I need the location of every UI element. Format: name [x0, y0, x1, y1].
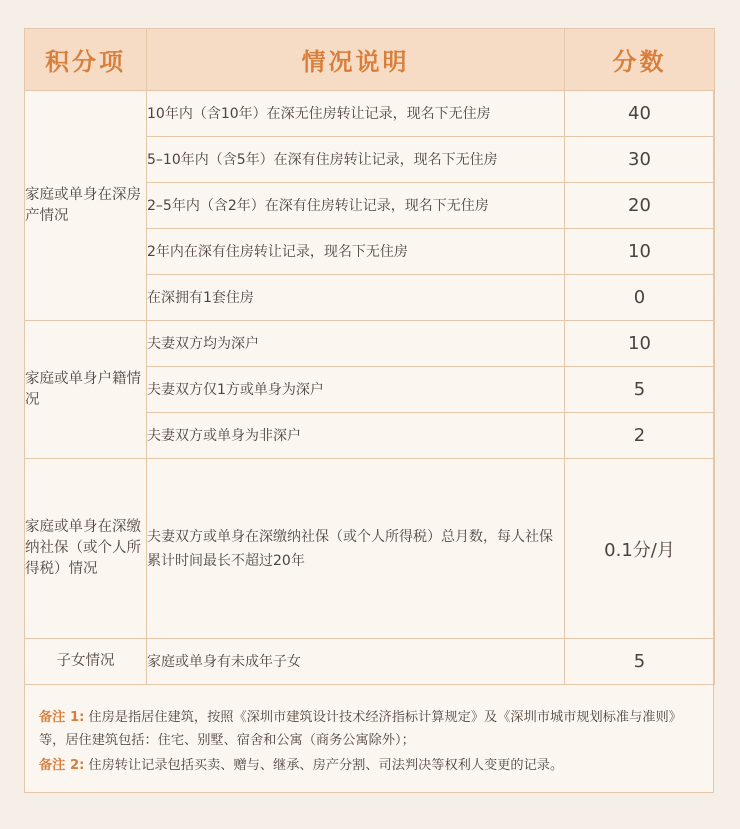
- category-children: 子女情况: [25, 639, 147, 685]
- notes-section: [25, 688, 713, 779]
- note-1-label: 备注 1:: [39, 710, 85, 725]
- category-hukou: 家庭或单身户籍情况: [25, 321, 147, 459]
- row-description: 5–10年内（含5年）在深有住房转让记录，现名下无住房: [147, 137, 565, 183]
- row-description: 夫妻双方或单身为非深户: [147, 413, 565, 459]
- table-row: [25, 639, 715, 685]
- row-score: 0: [565, 275, 715, 321]
- points-table: [24, 28, 715, 685]
- category-housing: 家庭或单身在深房产情况: [25, 91, 147, 321]
- table-row: [25, 459, 715, 639]
- points-table-panel: [24, 28, 714, 793]
- header-item: 积分项: [25, 29, 147, 91]
- header-score: 分数: [565, 29, 715, 91]
- row-score: 20: [565, 183, 715, 229]
- row-description: 夫妻双方均为深户: [147, 321, 565, 367]
- row-score: 5: [565, 639, 715, 685]
- row-description: 2–5年内（含2年）在深有住房转让记录，现名下无住房: [147, 183, 565, 229]
- table-header-row: [25, 29, 715, 91]
- row-description: 2年内在深有住房转让记录，现名下无住房: [147, 229, 565, 275]
- note-1: [39, 706, 699, 752]
- row-score: 10: [565, 321, 715, 367]
- row-score: 30: [565, 137, 715, 183]
- table-row: [25, 321, 715, 367]
- row-score: 40: [565, 91, 715, 137]
- row-score: 0.1分/月: [565, 459, 715, 639]
- row-description: 夫妻双方仅1方或单身为深户: [147, 367, 565, 413]
- row-description: 家庭或单身有未成年子女: [147, 639, 565, 685]
- note-2-text: 住房转让记录包括买卖、赠与、继承、房产分割、司法判决等权利人变更的记录。: [88, 758, 564, 773]
- category-social-security: 家庭或单身在深缴纳社保（或个人所得税）情况: [25, 459, 147, 639]
- row-description: 在深拥有1套住房: [147, 275, 565, 321]
- note-2: [39, 754, 699, 777]
- row-description: 夫妻双方或单身在深缴纳社保（或个人所得税）总月数，每人社保累计时间最长不超过20年: [147, 459, 565, 639]
- header-description: 情况说明: [147, 29, 565, 91]
- row-score: 2: [565, 413, 715, 459]
- note-1-text: 住房是指居住建筑，按照《深圳市建筑设计技术经济指标计算规定》及《深圳市城市规划标准与准则》等，居住建筑包括：住宅、别墅、宿舍和公寓（商务公寓除外）；: [39, 710, 682, 748]
- table-row: [25, 91, 715, 137]
- note-2-label: 备注 2:: [39, 758, 85, 773]
- row-score: 5: [565, 367, 715, 413]
- row-description: 10年内（含10年）在深无住房转让记录，现名下无住房: [147, 91, 565, 137]
- row-score: 10: [565, 229, 715, 275]
